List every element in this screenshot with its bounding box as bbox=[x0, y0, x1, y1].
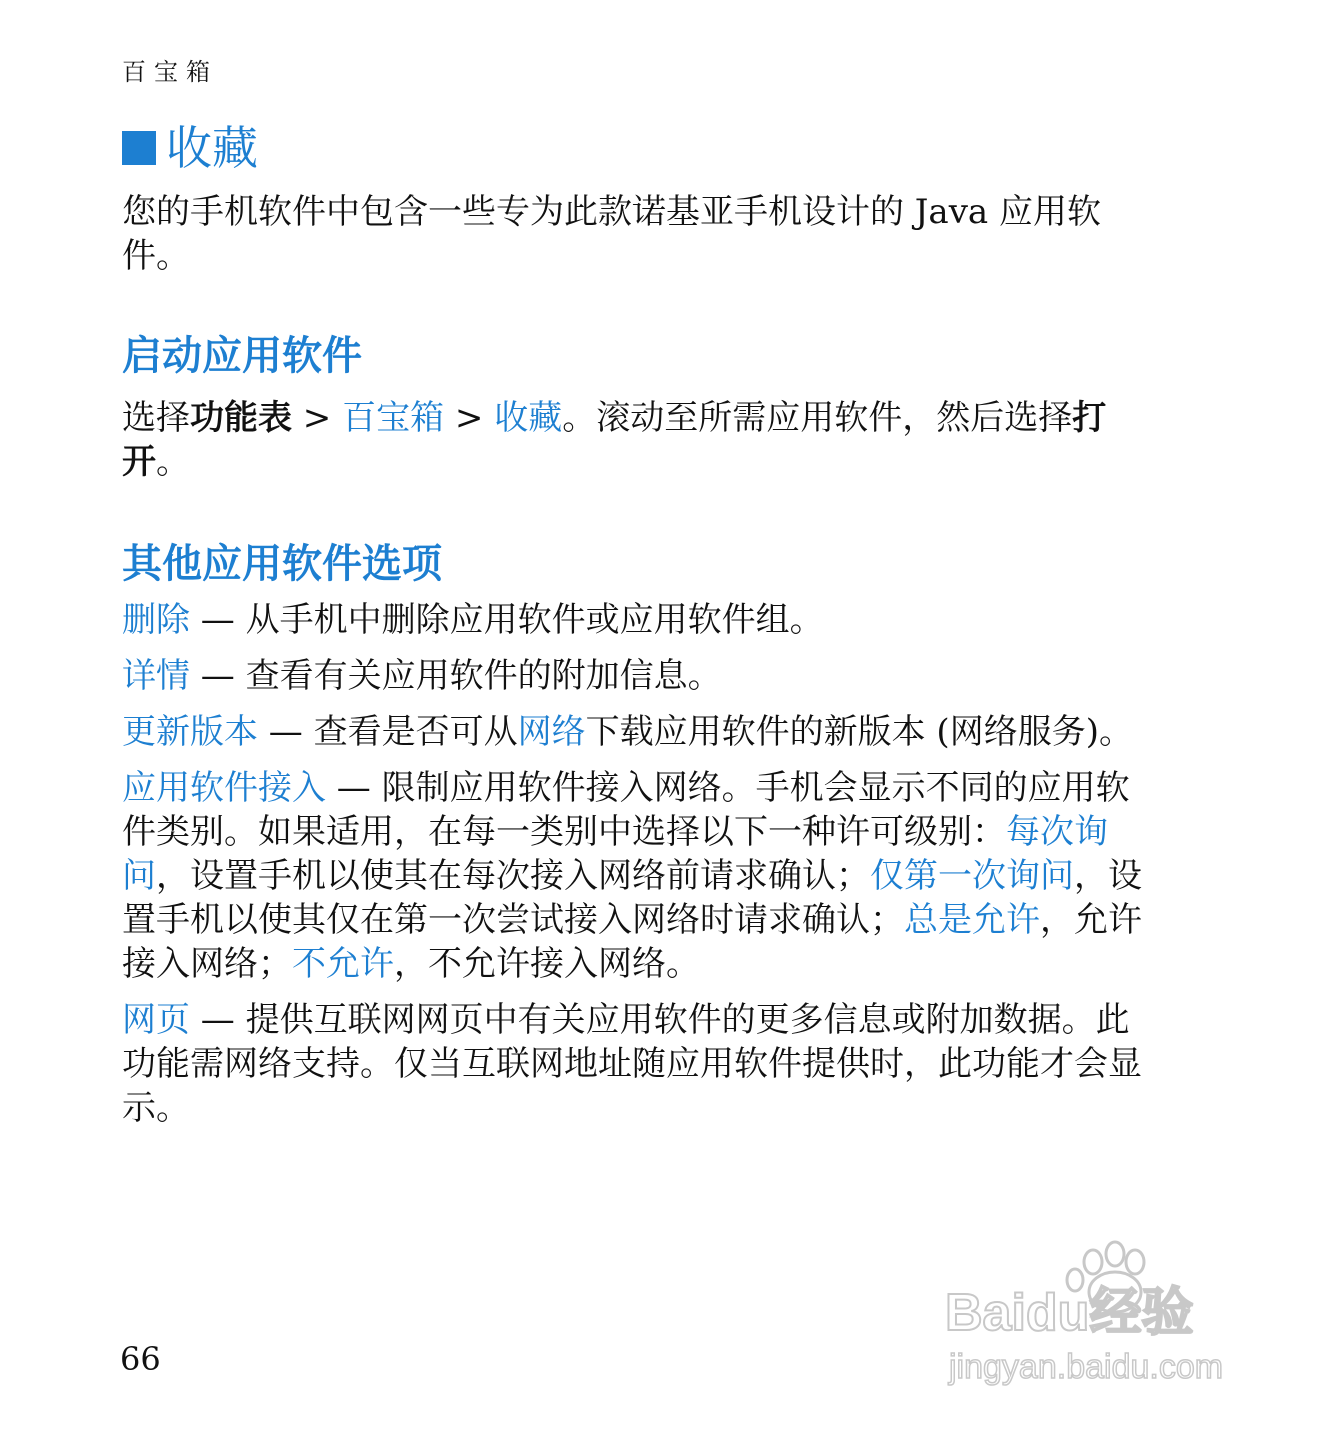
option-web-text: — 提供互联网网页中有关应用软件的更多信息或附加数据。此功能需网络支持。仅当互联网地址随应用软件提供时，此功能才会显示。 bbox=[122, 1000, 1142, 1128]
option-access-label: 应用软件接入 bbox=[122, 768, 326, 808]
folder-term: 百宝箱 bbox=[342, 398, 445, 438]
ask-every-text: ，设置手机以使其在每次接入网络前请求确认； bbox=[156, 856, 870, 896]
launch-select-text: 选择 bbox=[122, 398, 190, 438]
option-access-text: — 限制应用软件接入网络。手机会显示不同的应用软件类别。如果适用，在每一类别中选择以下一种许可级别： bbox=[122, 768, 1130, 852]
page-title-text: 收藏 bbox=[166, 121, 258, 175]
collection-term: 收藏 bbox=[494, 398, 563, 438]
menu-term: 功能表 bbox=[190, 398, 292, 438]
option-web-label: 网页 bbox=[122, 1000, 190, 1040]
ask-first-term: 仅第一次询问 bbox=[870, 856, 1074, 896]
launch-rest-text: 。滚动至所需应用软件，然后选择 bbox=[562, 398, 1073, 438]
page-number: 66 bbox=[120, 1340, 161, 1378]
not-allowed-term: 不允许 bbox=[292, 944, 394, 984]
option-details-text: — 查看有关应用软件的附加信息。 bbox=[190, 656, 722, 696]
option-delete-label: 删除 bbox=[122, 600, 190, 640]
option-delete-text: — 从手机中删除应用软件或应用软件组。 bbox=[190, 600, 824, 640]
running-header: 百宝箱 bbox=[122, 58, 218, 86]
square-bullet-icon bbox=[122, 131, 156, 165]
path-separator: > bbox=[292, 398, 343, 438]
always-text: ，允许接入网络； bbox=[122, 900, 1142, 984]
ask-every-term: 每次询问 bbox=[122, 812, 1108, 896]
ask-first-text: ，设置手机以使其仅在第一次尝试接入网络时请求确认； bbox=[122, 856, 1142, 940]
option-delete bbox=[122, 598, 1142, 642]
path-separator: > bbox=[444, 398, 495, 438]
watermark-url: jingyan.baidu.com bbox=[949, 1348, 1224, 1386]
launch-end-text: 。 bbox=[156, 442, 190, 482]
not-allowed-text: ，不允许接入网络。 bbox=[394, 944, 700, 984]
network-term: 网络 bbox=[517, 712, 586, 752]
launch-heading: 启动应用软件 bbox=[122, 333, 362, 379]
option-update-label: 更新版本 bbox=[122, 712, 258, 752]
options-heading: 其他应用软件选项 bbox=[122, 541, 442, 587]
always-term: 总是允许 bbox=[904, 900, 1040, 940]
open-term: 打开 bbox=[122, 398, 1107, 482]
launch-paragraph bbox=[122, 396, 1142, 484]
option-details-label: 详情 bbox=[122, 656, 190, 696]
option-web bbox=[122, 998, 1142, 1130]
option-update-text: — 查看是否可从 bbox=[258, 712, 518, 752]
option-update bbox=[122, 710, 1142, 754]
option-update-text-2: 下载应用软件的新版本 (网络服务)。 bbox=[585, 712, 1133, 752]
content bbox=[122, 190, 1142, 1142]
option-details bbox=[122, 654, 1142, 698]
baidu-watermark bbox=[945, 1240, 1255, 1390]
watermark-brand: Baidu经验 bbox=[945, 1284, 1194, 1342]
intro-paragraph: 您的手机软件中包含一些专为此款诺基亚手机设计的 Java 应用软件。 bbox=[122, 192, 1101, 276]
page-title bbox=[122, 120, 258, 176]
option-access bbox=[122, 766, 1142, 986]
